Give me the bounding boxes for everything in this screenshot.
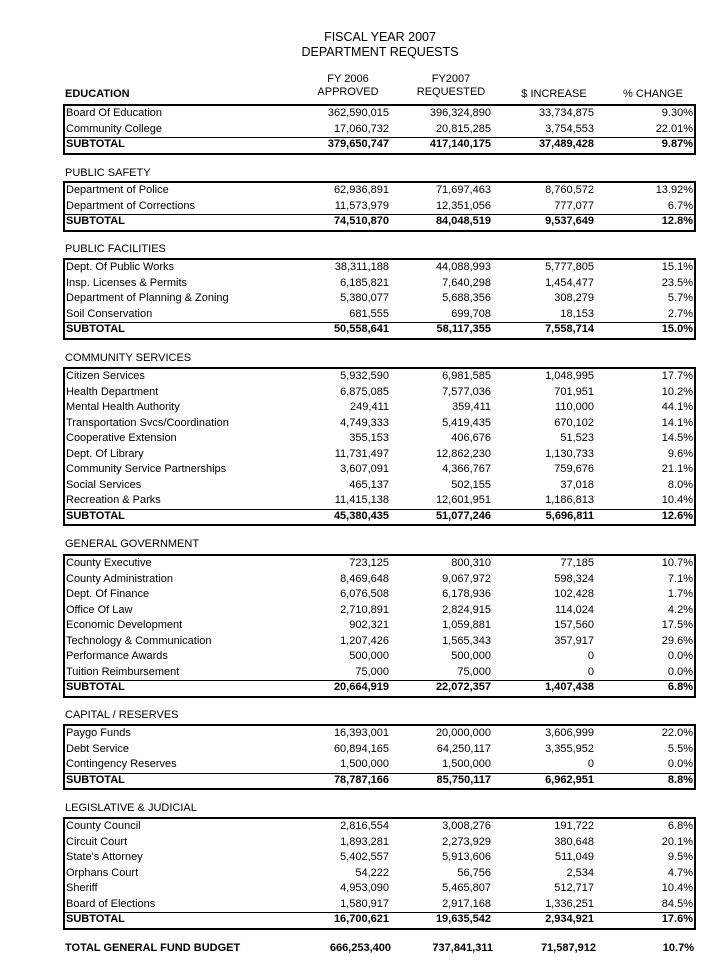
total-pct-change: 10.7% [662, 942, 694, 954]
total-row [63, 942, 696, 957]
section-table [63, 104, 696, 155]
section-table [63, 181, 696, 232]
table-row [65, 603, 694, 619]
cell-name: Social Services [66, 478, 142, 491]
cell-fy2007: 500,000 [451, 650, 491, 662]
cell-name: Paygo Funds [66, 727, 131, 739]
cell-name: Community Service Partnerships [66, 463, 227, 475]
table-row [65, 897, 694, 913]
cell-name: Board Of Education [66, 107, 163, 119]
cell-increase: 2,534 [566, 866, 594, 879]
subtotal-name: SUBTOTAL [66, 323, 125, 335]
cell-fy2006: 3,607,091 [340, 463, 389, 475]
section-table [63, 817, 696, 930]
table-row [65, 556, 694, 572]
cell-name: County Administration [66, 572, 173, 585]
table-row [65, 493, 694, 509]
cell-increase: 102,428 [554, 588, 594, 600]
subtotal-increase: 2,934,921 [545, 913, 594, 925]
cell-fy2007: 2,824,915 [442, 603, 491, 616]
subtotal-pct-change: 15.0% [661, 323, 693, 335]
cell-name: Orphans Court [66, 866, 139, 879]
subtotal-fy2007: 51,077,246 [435, 509, 491, 522]
subtotal-pct-change: 6.8% [667, 681, 693, 693]
cell-fy2007: 12,862,230 [435, 447, 491, 460]
cell-fy2007: 9,067,972 [442, 572, 491, 585]
column-header-fy2007 [406, 73, 496, 99]
table-row [65, 183, 694, 199]
cell-pct-change: 6.7% [667, 199, 693, 212]
cell-increase: 8,760,572 [545, 184, 594, 196]
subtotal-row [65, 322, 694, 338]
section-label: GENERAL GOVERNMENT [65, 538, 200, 550]
cell-fy2006: 465,137 [349, 478, 389, 491]
subtotal-name: SUBTOTAL [66, 681, 125, 693]
subtotal-fy2006: 74,510,870 [333, 215, 389, 227]
cell-fy2006: 249,411 [350, 401, 389, 413]
cell-fy2006: 2,816,554 [340, 820, 389, 832]
subtotal-pct-change: 8.8% [667, 773, 693, 786]
table-row [65, 260, 694, 276]
cell-pct-change: 4.2% [667, 603, 693, 616]
subtotal-increase: 37,489,428 [538, 138, 594, 150]
table-row [65, 122, 694, 138]
cell-pct-change: 29.6% [661, 634, 693, 647]
column-header-fy2006-status: APPROVED [317, 86, 379, 98]
subtotal-fy2006: 50,558,641 [333, 323, 389, 335]
cell-name: Dept. Of Public Works [66, 261, 174, 273]
cell-fy2007: 12,351,056 [435, 199, 491, 212]
cell-increase: 1,048,995 [545, 370, 594, 382]
cell-increase: 777,077 [554, 199, 594, 212]
cell-fy2006: 1,893,281 [340, 835, 389, 848]
subtotal-fy2007: 85,750,117 [436, 773, 491, 786]
subtotal-row [65, 509, 694, 525]
table-row [65, 307, 694, 323]
page-subtitle: DEPARTMENT REQUESTS [301, 45, 459, 59]
cell-name: Mental Health Authority [66, 401, 180, 413]
table-row [65, 400, 694, 416]
table-row [65, 431, 694, 447]
cell-fy2006: 6,076,508 [340, 588, 389, 600]
cell-increase: 759,676 [554, 463, 594, 475]
cell-fy2007: 7,640,298 [442, 276, 491, 289]
table-row [65, 462, 694, 478]
cell-fy2006: 1,500,000 [340, 758, 389, 770]
subtotal-name: SUBTOTAL [66, 913, 125, 925]
cell-pct-change: 9.5% [667, 851, 693, 863]
cell-fy2006: 681,555 [349, 307, 389, 320]
cell-name: Department of Corrections [66, 199, 195, 212]
cell-pct-change: 9.30% [661, 107, 693, 119]
cell-pct-change: 0.0% [667, 650, 693, 662]
table-row [65, 106, 694, 122]
cell-increase: 33,734,875 [538, 107, 594, 119]
column-header-fy2006-year: FY 2006 [327, 73, 369, 85]
cell-fy2007: 75,000 [457, 665, 491, 678]
cell-fy2007: 44,088,993 [435, 261, 491, 273]
table-row [65, 742, 694, 758]
subtotal-fy2006: 379,650,747 [327, 138, 389, 150]
column-header-increase: $ INCREASE [521, 88, 587, 100]
cell-increase: 308,279 [554, 292, 594, 304]
cell-fy2007: 64,250,117 [436, 742, 491, 755]
page-title: FISCAL YEAR 2007 [324, 30, 436, 44]
table-row [65, 634, 694, 650]
subtotal-increase: 1,407,438 [545, 681, 594, 693]
cell-pct-change: 9.6% [667, 447, 693, 460]
column-header-fy2007-status: REQUESTED [416, 86, 486, 98]
cell-increase: 18,153 [560, 307, 594, 320]
cell-pct-change: 10.7% [661, 557, 693, 569]
cell-pct-change: 84.5% [661, 897, 693, 910]
cell-pct-change: 0.0% [667, 665, 693, 678]
cell-name: Cooperative Extension [66, 432, 177, 444]
cell-name: Dept. Of Library [66, 447, 144, 460]
subtotal-fy2006: 20,664,919 [333, 681, 389, 693]
table-row [65, 866, 694, 882]
cell-increase: 511,049 [555, 851, 594, 863]
subtotal-fy2006: 16,700,621 [333, 913, 389, 925]
cell-fy2007: 406,676 [451, 432, 491, 444]
cell-pct-change: 17.7% [661, 370, 693, 382]
subtotal-name: SUBTOTAL [66, 215, 125, 227]
cell-name: Health Department [66, 385, 159, 398]
cell-pct-change: 7.1% [667, 572, 693, 585]
cell-fy2006: 5,380,077 [340, 292, 389, 304]
cell-name: Soil Conservation [66, 307, 153, 320]
cell-fy2006: 1,580,917 [340, 897, 389, 910]
cell-name: Community College [66, 122, 162, 135]
cell-name: County Executive [66, 557, 152, 569]
subtotal-fy2006: 78,787,166 [333, 773, 389, 786]
section-table [63, 258, 696, 340]
table-row [65, 369, 694, 385]
table-row [65, 416, 694, 432]
cell-name: Transportation Svcs/Coordination [66, 416, 229, 429]
cell-fy2006: 62,936,891 [333, 184, 389, 196]
cell-name: Economic Development [66, 619, 183, 631]
column-header-fy2006 [305, 73, 391, 99]
cell-fy2007: 12,601,951 [435, 494, 491, 506]
cell-fy2007: 396,324,890 [429, 107, 491, 119]
cell-increase: 3,355,952 [545, 742, 594, 755]
subtotal-fy2007: 22,072,357 [435, 681, 491, 693]
cell-increase: 191,722 [554, 820, 594, 832]
subtotal-fy2007: 19,635,542 [435, 913, 491, 925]
subtotal-increase: 9,537,649 [545, 215, 594, 227]
cell-name: Board of Elections [66, 897, 156, 910]
table-row [65, 385, 694, 401]
cell-pct-change: 10.2% [661, 385, 693, 398]
total-label: TOTAL GENERAL FUND BUDGET [65, 942, 241, 954]
subtotal-name: SUBTOTAL [66, 773, 125, 786]
cell-fy2006: 2,710,891 [340, 603, 389, 616]
table-row [65, 881, 694, 897]
total-fy2006: 666,253,400 [329, 942, 391, 954]
cell-pct-change: 10.4% [661, 882, 693, 894]
cell-pct-change: 8.0% [667, 478, 693, 491]
cell-name: Technology & Communication [66, 634, 212, 647]
subtotal-fy2007: 417,140,175 [429, 138, 491, 150]
cell-increase: 110,000 [555, 401, 594, 413]
cell-name: Citizen Services [66, 370, 145, 382]
cell-fy2007: 5,913,606 [442, 851, 491, 863]
cell-increase: 1,130,733 [545, 447, 594, 460]
section-table [63, 367, 696, 526]
cell-fy2007: 4,366,767 [442, 463, 491, 475]
cell-name: Sheriff [66, 882, 98, 894]
cell-name: Debt Service [66, 742, 129, 755]
cell-fy2007: 56,756 [457, 866, 491, 879]
cell-pct-change: 1.7% [667, 588, 693, 600]
cell-name: State's Attorney [66, 851, 143, 863]
table-row [65, 618, 694, 634]
cell-pct-change: 22.0% [661, 727, 693, 739]
subtotal-row [65, 912, 694, 928]
cell-fy2006: 11,415,138 [334, 494, 389, 506]
cell-pct-change: 22.01% [655, 122, 693, 135]
table-row [65, 276, 694, 292]
table-row [65, 291, 694, 307]
table-row [65, 478, 694, 494]
cell-fy2006: 8,469,648 [340, 572, 389, 585]
subtotal-increase: 5,696,811 [545, 509, 594, 522]
cell-increase: 157,560 [554, 619, 594, 631]
cell-fy2006: 54,222 [355, 866, 389, 879]
cell-fy2007: 5,465,807 [442, 882, 491, 894]
cell-fy2006: 11,731,497 [334, 447, 389, 460]
cell-increase: 3,754,553 [545, 122, 594, 135]
cell-fy2007: 359,411 [452, 401, 491, 413]
cell-fy2006: 6,875,085 [340, 385, 389, 398]
cell-increase: 5,777,805 [545, 261, 594, 273]
table-row [65, 447, 694, 463]
cell-fy2007: 1,500,000 [442, 758, 491, 770]
cell-fy2007: 6,981,585 [442, 370, 491, 382]
subtotal-increase: 6,962,951 [545, 773, 594, 786]
cell-name: County Council [66, 820, 141, 832]
section-table [63, 724, 696, 790]
table-row [65, 199, 694, 215]
total-fy2007: 737,841,311 [432, 942, 493, 954]
cell-name: Office Of Law [66, 603, 133, 616]
cell-pct-change: 14.5% [661, 432, 693, 444]
cell-name: Insp. Licenses & Permits [66, 276, 188, 289]
cell-fy2006: 6,185,821 [340, 276, 389, 289]
cell-increase: 37,018 [560, 478, 594, 491]
cell-fy2007: 1,059,881 [442, 619, 491, 631]
cell-name: Circuit Court [66, 835, 128, 848]
cell-fy2007: 20,815,285 [435, 122, 491, 135]
cell-increase: 0 [587, 665, 594, 678]
cell-fy2006: 5,932,590 [340, 370, 389, 382]
cell-pct-change: 0.0% [667, 758, 693, 770]
cell-fy2006: 1,207,426 [340, 634, 389, 647]
cell-name: Performance Awards [66, 650, 168, 662]
cell-pct-change: 23.5% [661, 276, 693, 289]
subtotal-fy2006: 45,380,435 [333, 509, 389, 522]
cell-increase: 701,951 [554, 385, 594, 398]
cell-pct-change: 20.1% [661, 835, 693, 848]
cell-fy2007: 2,917,168 [442, 897, 491, 910]
cell-increase: 598,324 [554, 572, 594, 585]
cell-fy2007: 20,000,000 [435, 727, 491, 739]
cell-increase: 51,523 [560, 432, 594, 444]
cell-pct-change: 15.1% [661, 261, 693, 273]
cell-increase: 0 [587, 758, 594, 770]
cell-increase: 1,336,251 [545, 897, 594, 910]
cell-fy2007: 5,419,435 [442, 416, 491, 429]
cell-increase: 114,024 [555, 603, 594, 616]
subtotal-name: SUBTOTAL [66, 138, 125, 150]
section-label: LEGISLATIVE & JUDICIAL [65, 802, 197, 814]
cell-name: Dept. Of Finance [66, 588, 150, 600]
cell-increase: 0 [587, 650, 594, 662]
column-header-fy2007-year: FY2007 [431, 73, 471, 85]
cell-name: Contingency Reserves [66, 758, 177, 770]
subtotal-row [65, 214, 694, 230]
cell-fy2006: 75,000 [355, 665, 389, 678]
cell-pct-change: 14.1% [661, 416, 693, 429]
cell-fy2006: 16,393,001 [333, 727, 389, 739]
table-row [65, 665, 694, 681]
subtotal-pct-change: 17.6% [661, 913, 693, 925]
cell-fy2006: 4,749,333 [340, 416, 389, 429]
cell-increase: 512,717 [554, 882, 594, 894]
cell-pct-change: 13.92% [655, 184, 693, 196]
subtotal-fy2007: 84,048,519 [435, 215, 491, 227]
section-label: EDUCATION [65, 88, 130, 100]
cell-fy2006: 4,953,090 [340, 882, 389, 894]
cell-pct-change: 17.5% [661, 619, 693, 631]
cell-pct-change: 2.7% [667, 307, 693, 320]
cell-fy2007: 1,565,343 [442, 634, 491, 647]
cell-fy2006: 5,402,557 [340, 851, 389, 863]
section-label: PUBLIC SAFETY [65, 167, 151, 179]
cell-name: Tuition Reimbursement [66, 665, 180, 678]
subtotal-fy2007: 58,117,355 [436, 323, 491, 335]
table-row [65, 587, 694, 603]
section-label: COMMUNITY SERVICES [65, 352, 192, 364]
cell-increase: 1,186,813 [545, 494, 594, 506]
cell-fy2006: 902,321 [349, 619, 389, 631]
cell-fy2006: 362,590,015 [327, 107, 389, 119]
cell-fy2006: 500,000 [349, 650, 389, 662]
cell-pct-change: 5.7% [667, 292, 693, 304]
cell-increase: 380,648 [554, 835, 594, 848]
cell-name: Department of Police [66, 184, 169, 196]
subtotal-row [65, 680, 694, 696]
cell-fy2007: 7,577,036 [442, 385, 491, 398]
cell-pct-change: 5.5% [667, 742, 693, 755]
table-row [65, 649, 694, 665]
cell-fy2007: 71,697,463 [435, 184, 491, 196]
column-header-pct-change: % CHANGE [623, 88, 683, 100]
cell-name: Recreation & Parks [66, 494, 161, 506]
subtotal-row [65, 137, 694, 153]
cell-pct-change: 44.1% [661, 401, 693, 413]
cell-fy2007: 5,688,356 [442, 292, 491, 304]
subtotal-name: SUBTOTAL [66, 509, 125, 522]
cell-increase: 3,606,999 [545, 727, 594, 739]
cell-fy2006: 17,060,732 [333, 122, 389, 135]
cell-increase: 77,185 [560, 557, 594, 569]
cell-fy2007: 2,273,929 [442, 835, 491, 848]
section-label: PUBLIC FACILITIES [65, 243, 166, 255]
cell-fy2007: 800,310 [451, 557, 491, 569]
table-row [65, 850, 694, 866]
subtotal-increase: 7,558,714 [545, 323, 594, 335]
cell-pct-change: 21.1% [661, 463, 693, 475]
table-row [65, 572, 694, 588]
cell-fy2006: 60,894,165 [333, 742, 389, 755]
cell-fy2006: 38,311,188 [334, 261, 389, 273]
cell-fy2006: 355,153 [349, 432, 389, 444]
subtotal-pct-change: 12.8% [661, 215, 693, 227]
subtotal-row [65, 773, 694, 789]
cell-fy2007: 502,155 [451, 478, 491, 491]
subtotal-pct-change: 12.6% [661, 509, 693, 522]
table-row [65, 726, 694, 742]
total-increase: 71,587,912 [540, 942, 596, 954]
section-label: CAPITAL / RESERVES [65, 709, 179, 721]
table-row [65, 835, 694, 851]
cell-increase: 670,102 [554, 416, 594, 429]
table-row [65, 757, 694, 773]
cell-fy2007: 699,708 [451, 307, 491, 320]
cell-pct-change: 4.7% [667, 866, 693, 879]
cell-increase: 1,454,477 [545, 276, 594, 289]
section-table [63, 554, 696, 698]
cell-increase: 357,917 [554, 634, 594, 647]
cell-pct-change: 10.4% [661, 494, 693, 506]
cell-fy2006: 723,125 [349, 557, 389, 569]
cell-fy2006: 11,573,979 [334, 199, 389, 212]
cell-name: Department of Planning & Zoning [66, 292, 229, 304]
table-row [65, 819, 694, 835]
cell-fy2007: 3,008,276 [442, 820, 491, 832]
cell-pct-change: 6.8% [667, 820, 693, 832]
cell-fy2007: 6,178,936 [442, 588, 491, 600]
subtotal-pct-change: 9.87% [661, 138, 693, 150]
